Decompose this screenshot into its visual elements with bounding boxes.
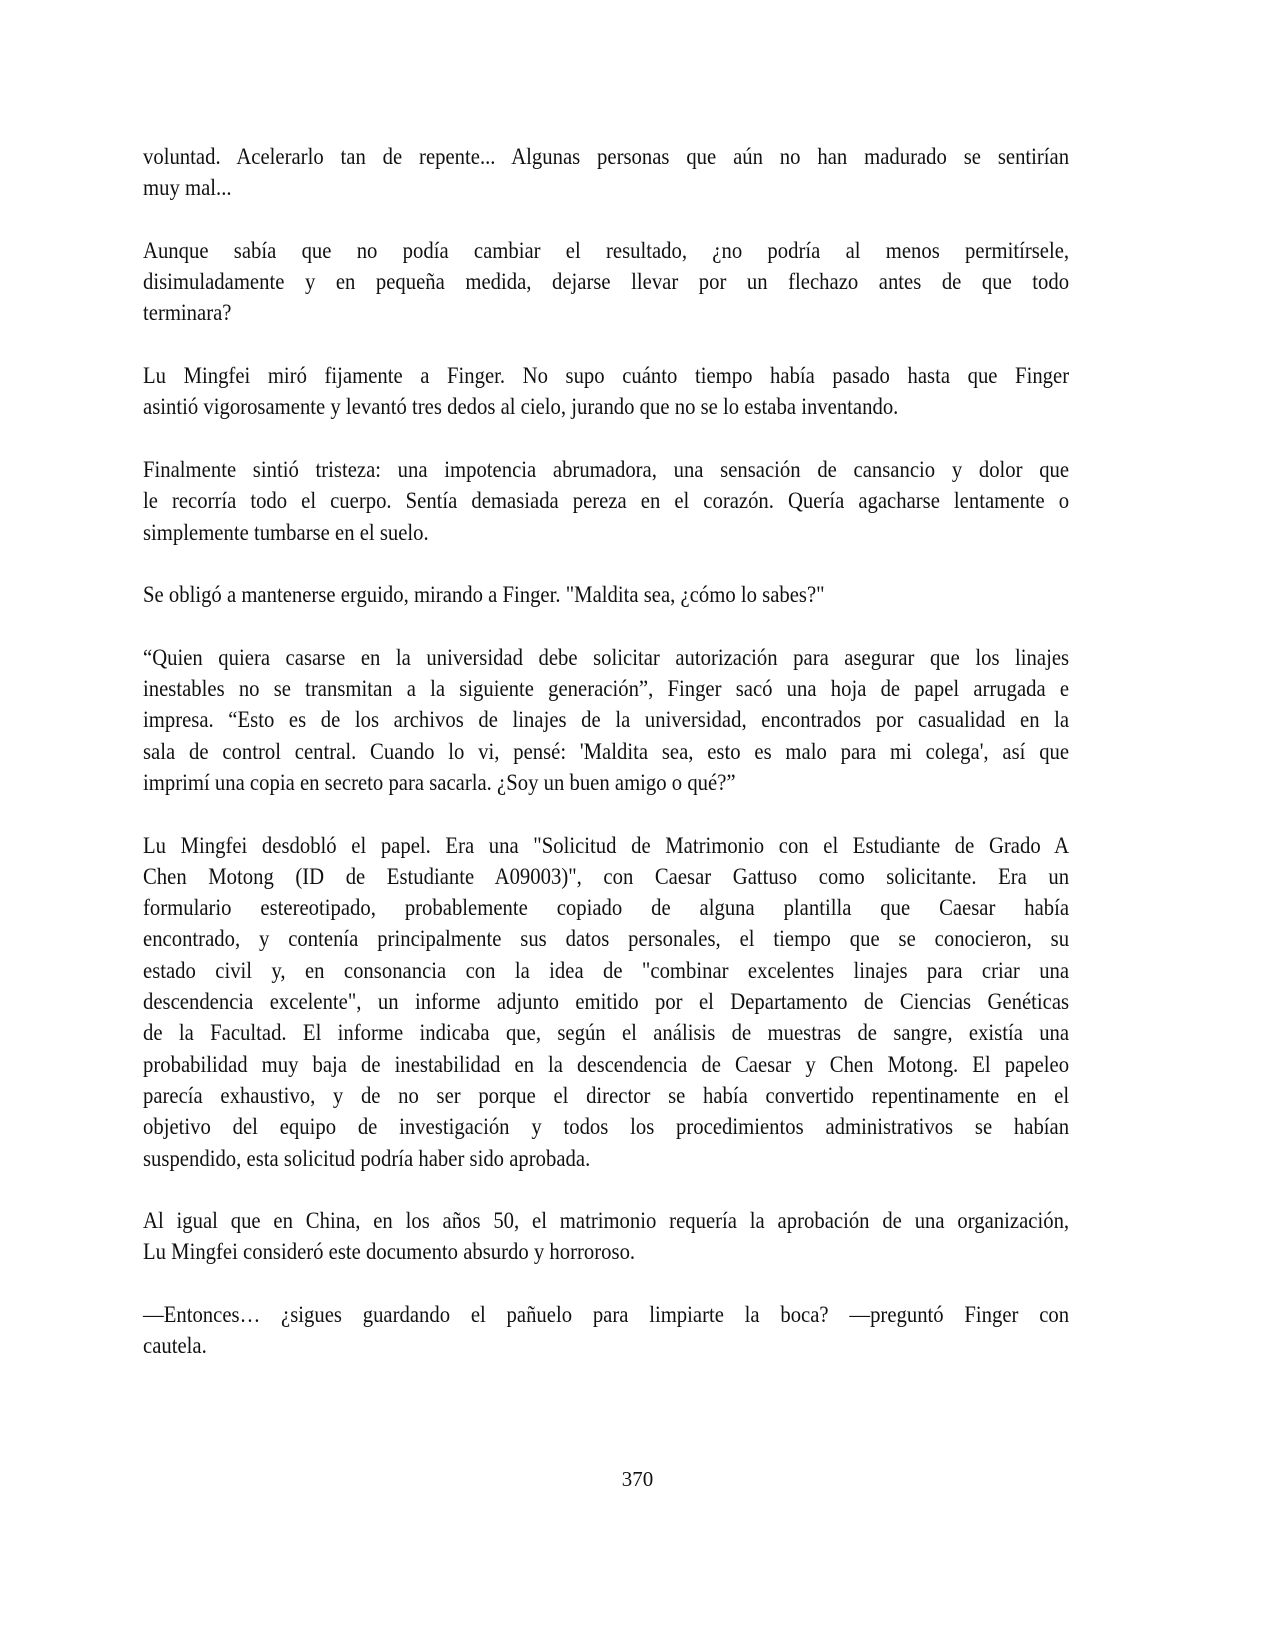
text-line: Aunque sabía que no podía cambiar el resultado, ¿no podría al menos permitírsele, — [143, 237, 1070, 263]
text-line: encontrado, y contenía principalmente sus datos personales, el tiempo que se conocieron, su — [143, 926, 1070, 952]
text-line: Lu Mingfei consideró este documento absurdo y horroroso. — [143, 1239, 636, 1265]
text-line: sala de control central. Cuando lo vi, pensé: 'Maldita sea, esto es malo para mi colega', así que — [143, 738, 1070, 764]
text-line: terminara? — [143, 300, 232, 326]
text-line: de la Facultad. El informe indicaba que, según el análisis de muestras de sangre, existía una — [143, 1020, 1070, 1046]
text-line: objetivo del equipo de investigación y todos los procedimientos administrativos se habían — [143, 1114, 1070, 1140]
paragraph — [143, 642, 1069, 798]
paragraph — [143, 141, 1069, 204]
text-line: formulario estereotipado, probablemente copiado de alguna plantilla que Caesar había — [143, 895, 1070, 921]
text-line: inestables no se transmitan a la siguiente generación”, Finger sacó una hoja de papel arrugada e — [143, 676, 1070, 702]
paragraph — [143, 360, 1069, 423]
body-text — [143, 141, 1069, 1393]
text-line: impresa. “Esto es de los archivos de linajes de la universidad, encontrados por casualidad en la — [143, 707, 1070, 733]
text-line: Finalmente sintió tristeza: una impotencia abrumadora, una sensación de cansancio y dolor que — [143, 456, 1070, 482]
text-line: imprimí una copia en secreto para sacarla. ¿Soy un buen amigo o qué?” — [143, 769, 736, 795]
paragraph — [143, 830, 1069, 1174]
text-line: Lu Mingfei desdobló el papel. Era una "Solicitud de Matrimonio con el Estudiante de Grado A — [143, 832, 1070, 858]
paragraph — [143, 579, 1069, 610]
text-line: cautela. — [143, 1333, 207, 1359]
text-line: Chen Motong (ID de Estudiante A09003)", con Caesar Gattuso como solicitante. Era un — [143, 863, 1070, 889]
page-number: 370 — [621, 1467, 654, 1491]
text-line: Al igual que en China, en los años 50, el matrimonio requería la aprobación de una organización, — [143, 1208, 1070, 1234]
text-line: suspendido, esta solicitud podría haber sido aprobada. — [143, 1145, 591, 1171]
paragraph — [143, 1205, 1069, 1268]
paragraph — [143, 235, 1069, 329]
text-line: Lu Mingfei miró fijamente a Finger. No supo cuánto tiempo había pasado hasta que Finger — [143, 363, 1070, 389]
text-line: probabilidad muy baja de inestabilidad en la descendencia de Caesar y Chen Motong. El papeleo — [143, 1051, 1070, 1077]
text-line: descendencia excelente", un informe adjunto emitido por el Departamento de Ciencias Genéticas — [143, 989, 1070, 1015]
text-line: le recorría todo el cuerpo. Sentía demasiada pereza en el corazón. Quería agacharse lentamente o — [143, 488, 1070, 514]
text-line: disimuladamente y en pequeña medida, dejarse llevar por un flechazo antes de que todo — [143, 269, 1070, 295]
text-line: parecía exhaustivo, y de no ser porque el director se había convertido repentinamente en el — [143, 1082, 1070, 1108]
paragraph — [143, 1299, 1069, 1362]
text-line: voluntad. Acelerarlo tan de repente... Algunas personas que aún no han madurado se sentirían — [143, 144, 1070, 169]
text-line: Se obligó a mantenerse erguido, mirando a Finger. "Maldita sea, ¿cómo lo sabes?" — [143, 582, 825, 608]
text-line: muy mal... — [143, 175, 232, 201]
text-line: estado civil y, en consonancia con la idea de "combinar excelentes linajes para criar una — [143, 957, 1070, 983]
paragraph — [143, 454, 1069, 548]
text-line: “Quien quiera casarse en la universidad debe solicitar autorización para asegurar que los linajes — [143, 644, 1070, 670]
text-line: simplemente tumbarse en el suelo. — [143, 519, 429, 545]
text-line: —Entonces… ¿sigues guardando el pañuelo para limpiarte la boca? —preguntó Finger con — [143, 1301, 1070, 1327]
text-line: asintió vigorosamente y levantó tres dedos al cielo, jurando que no se lo estaba inventando. — [143, 394, 899, 420]
